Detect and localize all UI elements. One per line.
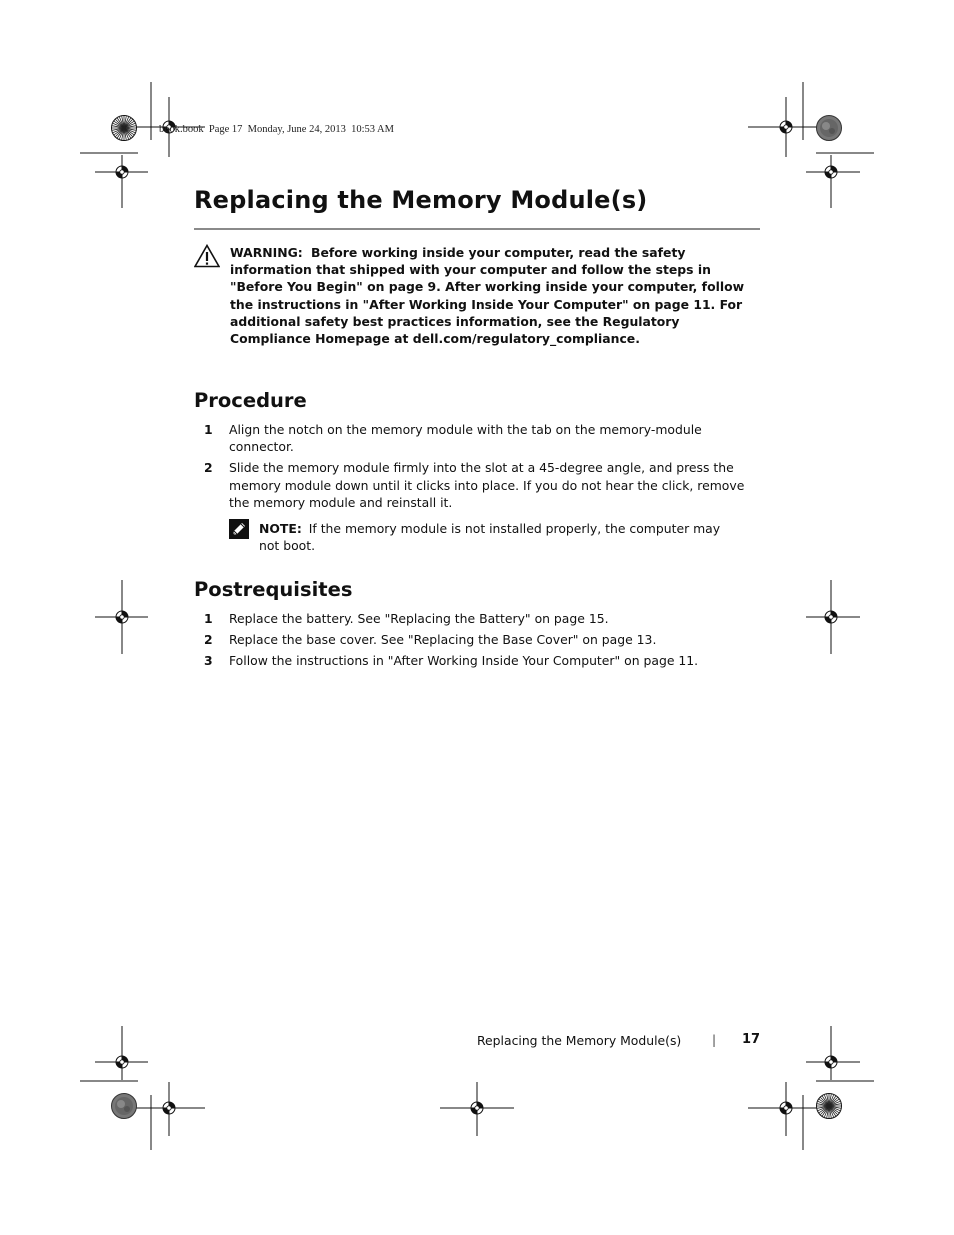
postrequisite-step — [194, 610, 764, 627]
procedure-heading: Procedure — [194, 389, 307, 412]
step-text: Replace the base cover. See "Replacing the Base Cover" on page 13. — [229, 632, 657, 648]
postrequisites-heading: Postrequisites — [194, 578, 353, 601]
title-rule — [194, 228, 760, 230]
step-number: 1 — [204, 422, 213, 437]
postrequisite-step — [194, 631, 764, 648]
warning-label: WARNING: — [230, 245, 303, 260]
note-pencil-icon — [229, 519, 249, 539]
page-number: 17 — [742, 1032, 761, 1047]
step-text: Replace the battery. See "Replacing the Battery" on page 15. — [229, 611, 609, 626]
footer-title: Replacing the Memory Module(s) — [477, 1033, 682, 1048]
procedure-step — [194, 459, 764, 511]
note-text — [259, 520, 724, 554]
procedure-steps — [194, 421, 764, 511]
print-slug: book.book Page 17 Monday, June 24, 2013 10:53 AM — [159, 124, 394, 135]
step-text: Align the notch on the memory module with the tab on the memory-module connector. — [229, 422, 702, 455]
step-number: 2 — [204, 632, 213, 648]
procedure-step — [194, 421, 764, 455]
warning-triangle-icon — [194, 244, 220, 268]
footer-separator: | — [712, 1033, 717, 1047]
step-number: 3 — [204, 653, 213, 669]
postrequisites-steps — [194, 610, 764, 670]
warning-text — [230, 244, 760, 347]
note-label: NOTE: — [259, 521, 302, 536]
note-body: If the memory module is not installed properly, the computer may not boot. — [259, 521, 721, 554]
step-number: 2 — [204, 460, 213, 476]
step-text: Slide the memory module firmly into the slot at a 45-degree angle, and press the memory module down until it clicks into place. If you do not hear the click, remove the memory module and reinstall it. — [229, 460, 745, 510]
page-title: Replacing the Memory Module(s) — [194, 186, 648, 214]
step-text: Follow the instructions in "After Working Inside Your Computer" on page 11. — [229, 653, 699, 669]
step-number: 1 — [204, 611, 213, 626]
warning-body: Before working inside your computer, read the safety information that shipped with your computer and follow the steps in "Before You Begin" on page 9. After working inside your computer, follow the instructions in "After Working Inside Your Computer" on page 11. For additional safety best practices information, see the Regulatory Compliance Homepage at dell.com/regulatory_compliance. — [230, 245, 745, 347]
postrequisite-step — [194, 652, 764, 669]
